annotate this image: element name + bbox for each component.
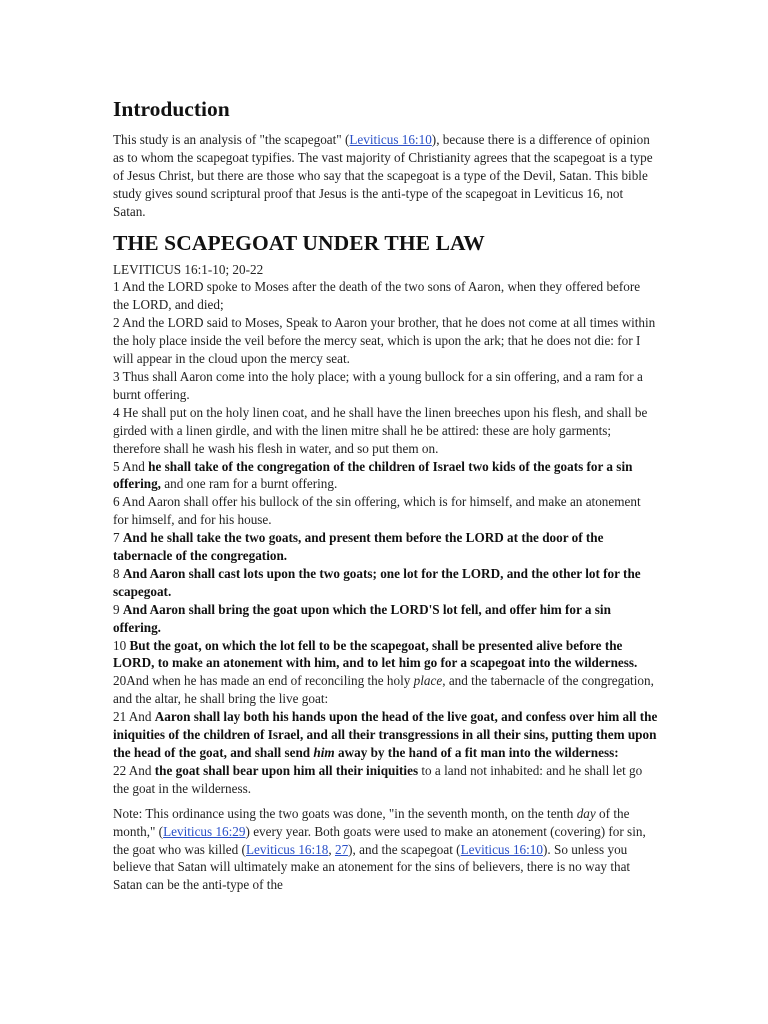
verse-6: 6 And Aaron shall offer his bullock of the sin offering, which is for himself, and make an atonement for himself, and for his house.: [113, 494, 641, 528]
verse-8-number: 8: [113, 565, 123, 581]
verse-5-bold: he shall take of the congregation of the children of Israel two kids of the goats for a sin offering,: [113, 458, 633, 492]
verse-9: [113, 601, 658, 637]
note-text-5: ), and the scapegoat (: [348, 841, 461, 857]
verse-9-bold: And Aaron shall bring the goat upon which the LORD'S lot fell, and offer him for a sin offering.: [113, 601, 611, 635]
note-text-2: of the month," (: [113, 805, 630, 839]
verse-7-number: 7: [113, 530, 123, 546]
note-text-6: ). So unless you believe that Satan will ultimately make an atonement for the sins of believers, there is no way that Satan can be the anti-type of the: [113, 841, 631, 893]
verse-22-end: to a land not inhabited: and he shall let go the goat in the wilderness.: [113, 762, 643, 796]
leviticus-16-10-link[interactable]: Leviticus 16:10: [349, 132, 432, 147]
scripture-reference: LEVITICUS 16:1-10; 20-22: [113, 261, 264, 277]
verse-21-bold: Aaron shall lay both his hands upon the head of the live goat, and confess over him all the iniquities of the children of Israel, and all their transgressions in all their sins, putting them upon the head of the goat, and shall send: [113, 709, 658, 760]
verse-20: [113, 672, 658, 708]
verse-8-bold: And Aaron shall cast lots upon the two goats; one lot for the LORD, and the other lot for the scapegoat.: [113, 565, 641, 599]
verse-9-number: 9: [113, 601, 123, 617]
verse-21-italic: him: [313, 745, 335, 760]
verse-10-bold: But the goat, on which the lot fell to be the scapegoat, shall be presented alive before the LORD, to make an atonement with him, and to let him go for a scapegoat into the wilderness.: [113, 637, 638, 671]
verse-22: [113, 762, 658, 798]
verse-22-number: 22 And: [113, 762, 155, 778]
introduction-heading: Introduction: [113, 97, 230, 121]
verse-20-italic: place: [413, 673, 443, 689]
leviticus-16-29-link[interactable]: Leviticus 16:29: [163, 823, 246, 839]
verse-5-end: and one ram for a burnt offering.: [160, 476, 338, 492]
verse-27-link[interactable]: 27: [334, 841, 349, 857]
verse-22-bold: the goat shall bear upon him all their iniquities: [154, 762, 419, 778]
note-paragraph: [113, 805, 658, 895]
verse-20-end: , and the tabernacle of the congregation, and the altar, he shall bring the live goat:: [113, 673, 654, 707]
scapegoat-law-heading: THE SCAPEGOAT UNDER THE LAW: [113, 230, 485, 255]
leviticus-16-18-link[interactable]: Leviticus 16:18: [245, 841, 329, 857]
verse-21-number: 21 And: [113, 709, 155, 725]
verse-7: [113, 529, 658, 565]
verse-7-bold: And he shall take the two goats, and present them before the LORD at the door of the tabernacle of the congregation.: [113, 530, 604, 564]
leviticus-16-10-link-2[interactable]: Leviticus 16:10: [460, 841, 543, 857]
note-text-1: Note: This ordinance using the two goats was done, "in the seventh month, on the tenth: [113, 805, 577, 821]
note-day-italic: day: [576, 805, 596, 821]
verse-20-start: 20And when he has made an end of reconciling the holy: [113, 673, 414, 689]
verse-10-number: 10: [113, 637, 130, 653]
verse-21: [113, 708, 658, 762]
document-page: [113, 96, 658, 894]
note-text-4: ,: [328, 841, 335, 857]
verse-2: 2 And the LORD said to Moses, Speak to Aaron your brother, that he does not come at all times within the holy place inside the veil before the mercy seat, which is upon the ark; that he does not die: for I will appear in the cloud upon the mercy seat.: [113, 315, 656, 367]
verse-21-bold-end: away by the hand of a fit man into the wilderness:: [334, 745, 619, 760]
note-text-3: ) every year. Both goats were used to make an atonement (covering) for sin, the goat who was killed (: [113, 823, 646, 857]
verse-5-number: 5 And: [113, 458, 149, 474]
verse-5: [113, 458, 658, 494]
verse-8: [113, 565, 658, 601]
verse-10: [113, 637, 658, 673]
verse-4: 4 He shall put on the holy linen coat, and he shall have the linen breeches upon his flesh, and shall be girded with a linen girdle, and with the linen mitre shall he be attired: these are holy garments; therefore shall he wash his flesh in water, and so put them on.: [113, 404, 648, 456]
intro-text-2: ), because there is a difference of opinion as to whom the scapegoat typifies. The vast majority of Christianity agrees that the scapegoat is a type of Jesus Christ, but there are those who say that the scapegoat is a type of the Devil, Satan. This bible study gives sound scriptural proof that Jesus is the anti-type of the scapegoat in Leviticus 16, not Satan.: [113, 132, 653, 219]
verse-1: 1 And the LORD spoke to Moses after the death of the two sons of Aaron, when they offered before the LORD, and died;: [113, 279, 641, 313]
intro-text-1: This study is an analysis of "the scapegoat" (: [113, 132, 350, 147]
verse-3: 3 Thus shall Aaron come into the holy place; with a young bullock for a sin offering, and a ram for a burnt offering.: [113, 368, 643, 402]
introduction-paragraph: [113, 131, 658, 221]
